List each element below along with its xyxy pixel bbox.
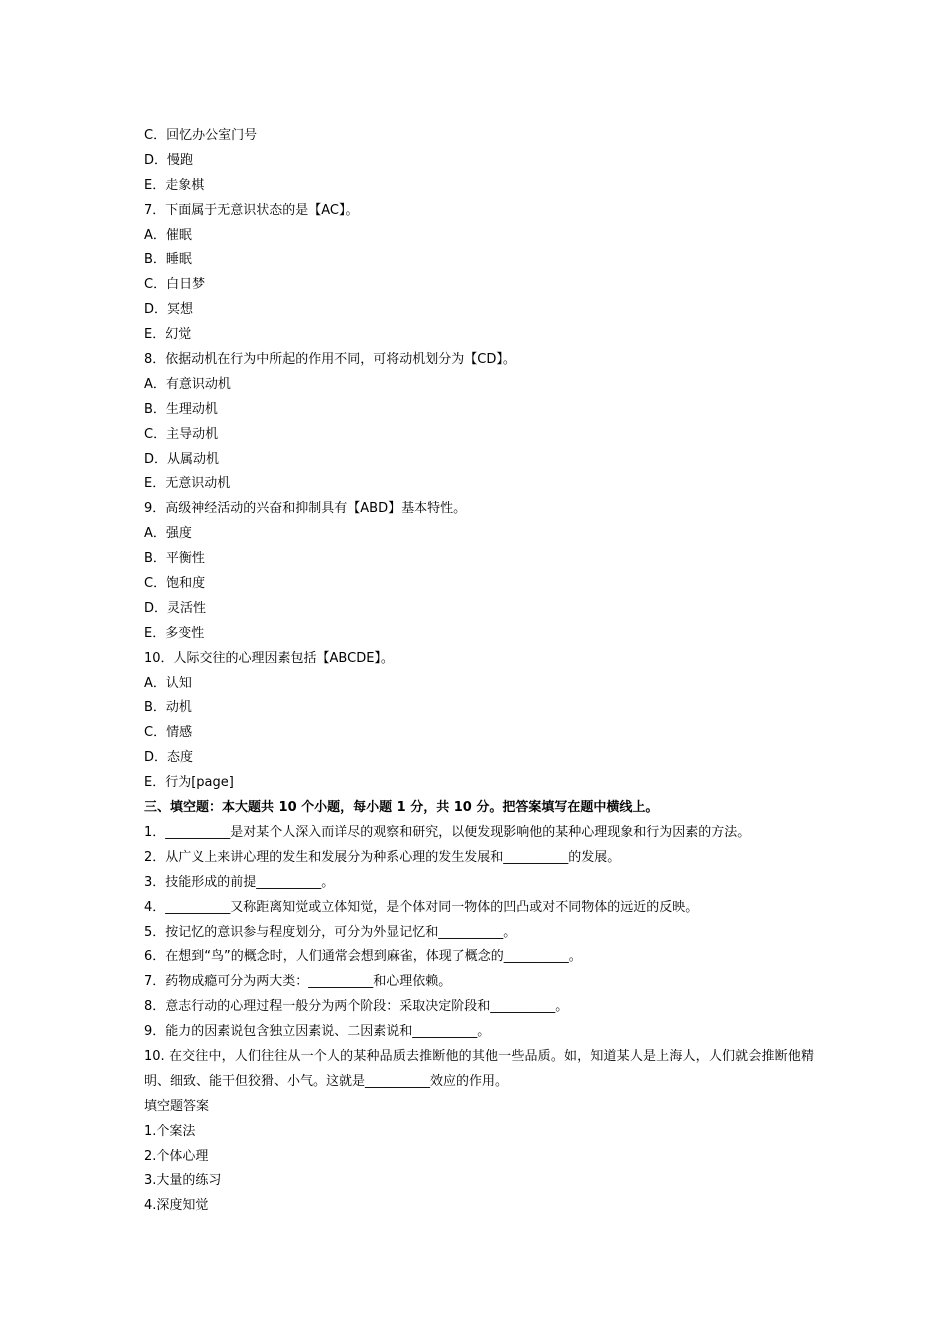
question-line: 7．下面属于无意识状态的是【AC】。 xyxy=(144,202,359,218)
option-line: E．多变性 xyxy=(144,625,205,641)
answer-line: 2.个体心理 xyxy=(144,1148,209,1164)
option-line: A．强度 xyxy=(144,526,192,542)
question-line: 9．高级神经活动的兴奋和抑制具有【ABD】基本特性。 xyxy=(144,501,467,517)
question-line: 10．人际交往的心理因素包括【ABCDE】。 xyxy=(144,650,394,666)
option-line: E．走象棋 xyxy=(144,177,205,193)
fill-blank-question: 5．按记忆的意识参与程度划分，可分为外显记忆和__________。 xyxy=(144,924,517,940)
option-line: E．幻觉 xyxy=(144,327,192,343)
option-line: C．饱和度 xyxy=(144,576,206,592)
option-line: E．无意识动机 xyxy=(144,476,231,492)
fill-blank-question: 3．技能形成的前提__________。 xyxy=(144,874,335,890)
fill-blank-question: 8．意志行动的心理过程一般分为两个阶段：采取决定阶段和__________。 xyxy=(144,999,569,1015)
document-page xyxy=(144,124,814,1219)
fill-blank-question: 9．能力的因素说包含独立因素说、二因素说和__________。 xyxy=(144,1024,491,1040)
option-line: A．有意识动机 xyxy=(144,376,231,392)
option-line: C．白日梦 xyxy=(144,277,206,293)
fill-blank-question: 4．__________又称距离知觉或立体知觉，是个体对同一物体的凹凸或对不同物体的远近的反映。 xyxy=(144,899,699,915)
option-line: A．催眠 xyxy=(144,227,192,243)
option-line: A．认知 xyxy=(144,675,192,691)
option-line: D．冥想 xyxy=(144,302,194,318)
option-line: C．回忆办公室门号 xyxy=(144,128,258,143)
option-line: E．行为[page] xyxy=(144,775,234,791)
option-line: D．慢跑 xyxy=(144,152,194,168)
answer-line: 3.大量的练习 xyxy=(144,1173,222,1189)
option-line: C．情感 xyxy=(144,725,193,741)
question-line: 8．依据动机在行为中所起的作用不同，可将动机划分为【CD】。 xyxy=(144,352,516,368)
option-line: B．平衡性 xyxy=(144,551,205,567)
fill-blank-question-long: 10. 在交往中，人们往往从一个人的某种品质去推断他的其他一些品质。如，知道某人是上海人，人们就会推断他精明、细致、能干但狡猾、小气。这就是__________效应的作用。 xyxy=(144,1048,814,1089)
option-line: D．灵活性 xyxy=(144,600,207,616)
fill-blank-question: 7．药物成瘾可分为两大类：__________和心理依赖。 xyxy=(144,974,452,990)
option-line: B．动机 xyxy=(144,700,192,716)
fill-blank-question: 6．在想到“鸟”的概念时，人们通常会想到麻雀，体现了概念的__________。 xyxy=(144,949,582,965)
answer-line: 4.深度知觉 xyxy=(144,1198,209,1214)
section-heading: 三、填空题：本大题共 10 个小题，每小题 1 分，共 10 分。把答案填写在题中横线上。 xyxy=(144,800,659,816)
option-line: B．睡眠 xyxy=(144,252,192,268)
option-line: D．态度 xyxy=(144,750,194,766)
option-line: B．生理动机 xyxy=(144,401,218,417)
fill-blank-question: 1．__________是对某个人深入而详尽的观察和研究，以便发现影响他的某种心理现象和行为因素的方法。 xyxy=(144,824,751,840)
option-line: D．从属动机 xyxy=(144,451,220,467)
fill-blank-question: 2．从广义上来讲心理的发生和发展分为种系心理的发生发展和__________的发展。 xyxy=(144,849,621,865)
answers-heading: 填空题答案 xyxy=(144,1098,210,1114)
option-line: C．主导动机 xyxy=(144,426,219,442)
answer-line: 1.个案法 xyxy=(144,1123,196,1139)
